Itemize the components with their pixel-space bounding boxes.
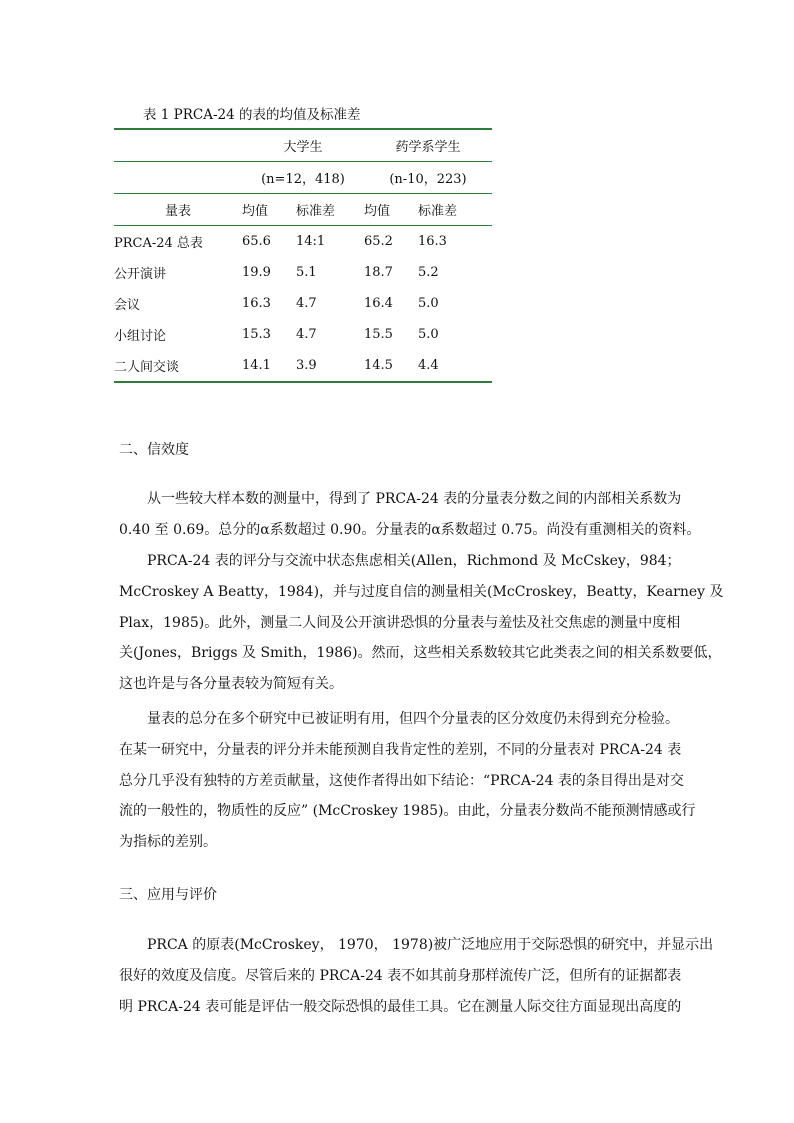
table-cell: 4.4: [418, 350, 492, 382]
table-cell: 5.0: [418, 327, 439, 342]
table-cell: 14.1: [242, 350, 296, 382]
text-line: PRCA 的原表(McCroskey， 1970， 1978)被广泛地应用于交际恐惧的研究中，并显示出: [147, 937, 714, 953]
group-n-pharmacy: (n-10，223): [364, 162, 492, 194]
text-line: 为指标的差别。: [119, 834, 217, 851]
text-line: 从一些较大样本数的测量中，得到了 PRCA-24 表的分量表分数之间的内部相关系数为: [147, 491, 682, 507]
text-line: 明 PRCA-24 表可能是评估一般交际恐惧的最佳工具。它在测量人际交往方面显现出高度的: [119, 998, 682, 1015]
table-row: [114, 350, 492, 382]
table-cell: 5.0: [418, 296, 439, 311]
table-row: [114, 319, 492, 350]
table-row: [114, 226, 492, 258]
table-cell: 4.7: [296, 327, 317, 342]
table-cell: 14:1: [296, 226, 364, 258]
column-header: 均值: [242, 194, 296, 226]
section-heading-validity: 二、信效度: [119, 442, 189, 458]
table-group-row: [114, 129, 492, 162]
group-header-university: 大学生: [242, 129, 364, 162]
table-cell: 65.6: [242, 226, 296, 258]
table-cell: 16.3: [418, 226, 492, 258]
text-line: 关(Jones，Briggs 及 Smith，1986)。然而，这些相关系数较其它此类表之间的相关系数要低，: [119, 645, 722, 662]
group-n-university: (n=12，418): [242, 162, 364, 194]
text-line: 流的一般性的，物质性的反应” (McCroskey 1985)。由此，分量表分数尚不能预测情感或行: [119, 803, 696, 820]
table-cell: 14.5: [364, 350, 418, 382]
paragraph-internal-consistency: [119, 484, 701, 546]
table-row: [114, 257, 492, 288]
text-line: 这也许是与各分量表较为简短有关。: [119, 676, 343, 693]
table-cell: 会议: [114, 298, 141, 313]
table-cell: 15.5: [364, 327, 393, 342]
table-cell: 二人间交谈: [114, 350, 242, 382]
table-cell: 16.4: [364, 296, 393, 311]
section-heading-application: 三、应用与评价: [119, 887, 217, 903]
table-cell: 19.9: [242, 265, 271, 280]
column-header: 量表: [114, 194, 242, 226]
table-header-row: [114, 194, 492, 226]
paragraph-discriminant-validity: [119, 704, 696, 858]
text-line: 很好的效度及信度。尽管后来的 PRCA-24 表不如其前身那样流传广泛，但所有的证据都表: [119, 967, 682, 984]
text-line: PRCA-24 表的评分与交流中状态焦虑相关(Allen，Richmond 及 McCskey，984；: [147, 553, 681, 569]
table-cell: 16.3: [242, 296, 271, 311]
text-line: McCroskey A Beatty，1984)，并与过度自信的测量相关(McCroskey，Beatty，Kearney 及: [119, 583, 724, 600]
table-cell: 18.7: [364, 265, 393, 280]
table-row: [114, 288, 492, 319]
stats-table: [114, 128, 492, 383]
text-line: 量表的总分在多个研究中已被证明有用，但四个分量表的区分效度仍未得到充分检验。: [147, 711, 679, 727]
table-cell: 小组讨论: [114, 329, 167, 344]
text-line: 0.40 至 0.69。总分的α系数超过 0.90。分量表的α系数超过 0.75。尚没有重测相关的资料。: [119, 521, 701, 538]
table-cell: 4.7: [296, 296, 317, 311]
table-cell: 15.3: [242, 327, 271, 342]
paragraph-correlations: [119, 546, 724, 700]
table-cell: 5.1: [296, 265, 317, 280]
text-line: Plax，1985)。此外，测量二人间及公开演讲恐惧的分量表与羞怯及社交焦虑的测量中度相: [119, 614, 681, 631]
text-line: 在某一研究中，分量表的评分并未能预测自我肯定性的差别，不同的分量表对 PRCA-24 表: [119, 741, 682, 758]
group-header-pharmacy: 药学系学生: [364, 129, 492, 162]
column-header: 均值: [364, 194, 418, 226]
table-cell: 3.9: [296, 350, 364, 382]
table-caption: 表 1 PRCA-24 的表的均值及标准差: [143, 107, 361, 123]
column-header: 标准差: [418, 194, 492, 226]
text-line: 总分几乎没有独特的方差贡献量，这使作者得出如下结论：“PRCA-24 表的条目得出是对交: [119, 772, 684, 789]
table-cell: PRCA-24 总表: [114, 226, 242, 258]
paragraph-application: [119, 930, 714, 1022]
table-cell: 65.2: [364, 226, 418, 258]
table-cell: 5.2: [418, 265, 439, 280]
column-header: 标准差: [296, 194, 364, 226]
table-cell: 公开演讲: [114, 267, 167, 282]
table-n-row: [114, 162, 492, 194]
